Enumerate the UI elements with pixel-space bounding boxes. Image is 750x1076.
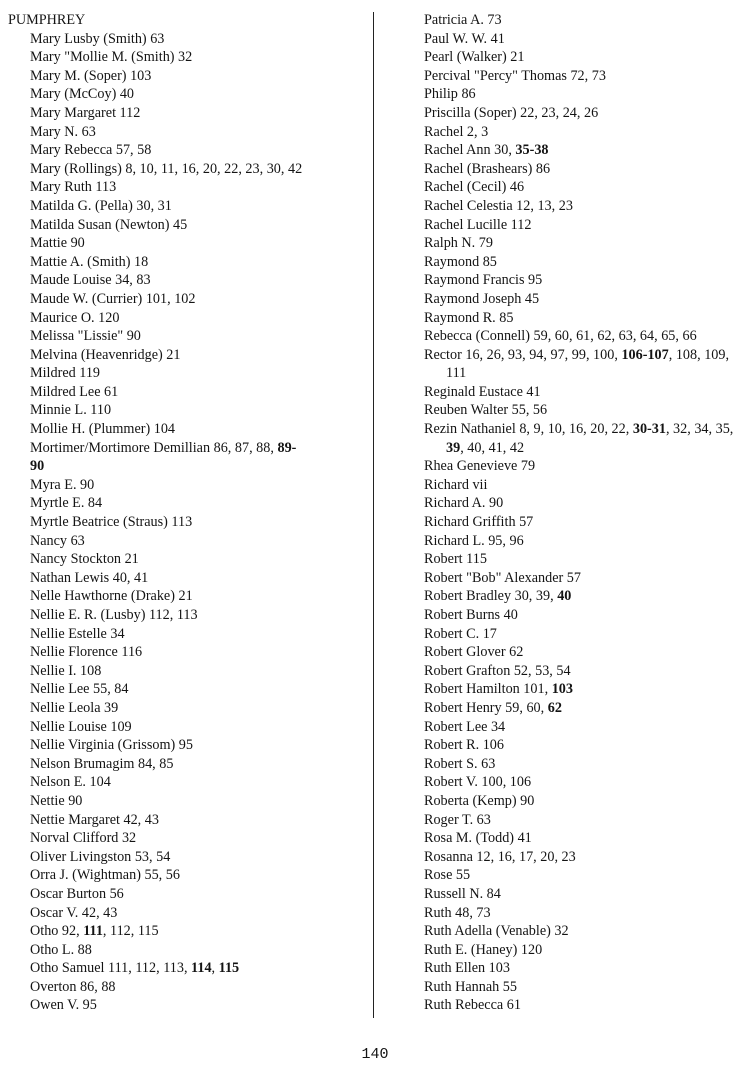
index-entry <box>8 569 363 588</box>
entry-text: Richard A. 90 <box>424 495 504 512</box>
entry-text: Nettie Margaret 42, 43 <box>30 811 159 828</box>
entry-text: Mary M. (Soper) 103 <box>30 67 152 84</box>
index-entry <box>424 513 742 532</box>
entry-text: Nancy 63 <box>30 532 85 549</box>
entry-text: Robert Hamilton 101, <box>424 681 552 698</box>
index-entry <box>8 327 363 346</box>
entry-text: Maude W. (Currier) 101, 102 <box>30 290 196 307</box>
index-entry <box>424 30 742 49</box>
index-entry <box>424 587 742 606</box>
entry-text: , 112, 115 <box>102 923 159 940</box>
index-entry <box>424 662 742 681</box>
entry-text: Nancy Stockton 21 <box>30 551 139 568</box>
index-entry <box>8 978 363 997</box>
entry-text: Overton 86, 88 <box>30 978 116 995</box>
entry-text: Nelson Brumagim 84, 85 <box>30 755 174 772</box>
entry-text: Mary Rebecca 57, 58 <box>30 142 152 159</box>
index-entry <box>8 383 363 402</box>
index-entry <box>8 234 363 253</box>
entry-text: Matilda Susan (Newton) 45 <box>30 216 188 233</box>
index-entry <box>8 67 363 86</box>
entry-text: Rachel Ann 30, <box>424 142 516 159</box>
index-entry <box>8 587 363 606</box>
index-entry <box>8 178 363 197</box>
principal-page-ref: 30-31 <box>632 421 666 438</box>
index-entry <box>424 773 742 792</box>
index-entry <box>424 494 742 513</box>
entry-text: Mattie 90 <box>30 235 85 252</box>
surname-heading: PUMPHREY <box>8 12 86 28</box>
entry-text: , 32, 34, 35, <box>665 421 734 438</box>
entry-text: , 40, 41, 42 <box>460 439 525 456</box>
index-entry <box>424 104 742 123</box>
entry-text: Robert Grafton 52, 53, 54 <box>424 662 571 679</box>
index-entry <box>424 606 742 625</box>
index-entry <box>424 699 742 718</box>
index-entry <box>8 718 363 737</box>
principal-page-ref: 115 <box>218 960 240 977</box>
entry-text: Mary Lusby (Smith) 63 <box>30 30 165 47</box>
entry-text: Nellie Estelle 34 <box>30 625 125 642</box>
index-entry <box>424 625 742 644</box>
index-entry <box>8 736 363 755</box>
entry-text: Otho Samuel 111, 112, 113, <box>30 960 192 977</box>
entry-text: Robert V. 100, 106 <box>424 774 532 791</box>
index-entry <box>424 160 742 179</box>
entry-text: Mattie A. (Smith) 18 <box>30 253 149 270</box>
index-entry <box>424 959 742 978</box>
index-entry <box>8 904 363 923</box>
index-entry <box>8 941 363 960</box>
entry-text: Nellie E. R. (Lusby) 112, 113 <box>30 607 198 623</box>
entry-text: Rhea Genevieve 79 <box>424 458 536 475</box>
principal-page-ref: 114 <box>191 960 212 977</box>
index-entry <box>8 420 363 439</box>
entry-text: Rosanna 12, 16, 17, 20, 23 <box>424 848 576 865</box>
index-entry <box>424 420 742 457</box>
entry-text: Mary Ruth 113 <box>30 179 117 196</box>
column-divider <box>373 12 374 1018</box>
entry-text: Ruth E. (Haney) 120 <box>424 941 543 958</box>
entry-text: Rosa M. (Todd) 41 <box>424 830 532 847</box>
entry-text: Nathan Lewis 40, 41 <box>30 569 149 586</box>
entry-text: Oscar V. 42, 43 <box>30 904 118 921</box>
index-entry <box>8 662 363 681</box>
entry-text: Myra E. 90 <box>30 476 95 493</box>
index-entry <box>8 271 363 290</box>
index-entry <box>424 383 742 402</box>
entry-text: Myrtle Beatrice (Straus) 113 <box>30 514 193 531</box>
entry-text: Minnie L. 110 <box>30 402 112 419</box>
index-entry <box>8 48 363 67</box>
entry-text: Oscar Burton 56 <box>30 885 124 902</box>
entry-text: Maude Louise 34, 83 <box>30 272 151 289</box>
entry-text: Raymond 85 <box>424 253 497 270</box>
entry-text: Mary "Mollie M. (Smith) 32 <box>30 49 193 66</box>
entry-text: Rose 55 <box>424 867 471 884</box>
entry-text: Norval Clifford 32 <box>30 830 137 847</box>
index-entry <box>8 885 363 904</box>
entry-text: Russell N. 84 <box>424 885 501 902</box>
entry-text: Mollie H. (Plummer) 104 <box>30 421 176 438</box>
index-entry <box>8 216 363 235</box>
index-entry <box>424 216 742 235</box>
index-entry <box>424 550 742 569</box>
index-entry <box>424 978 742 997</box>
entry-text: , <box>211 960 219 977</box>
index-entry <box>424 123 742 142</box>
entry-text: Ruth Rebecca 61 <box>424 997 521 1014</box>
entry-text: Melvina (Heavenridge) 21 <box>30 346 181 363</box>
entry-text: Raymond R. 85 <box>424 309 514 326</box>
entry-text: , 108, 109, 111 <box>446 346 730 382</box>
index-entry <box>8 85 363 104</box>
index-entry <box>8 625 363 644</box>
index-entry <box>424 85 742 104</box>
index-entry <box>424 996 742 1015</box>
index-entry <box>8 141 363 160</box>
entry-text: Melissa "Lissie" 90 <box>30 328 141 345</box>
index-entry <box>424 457 742 476</box>
index-entry <box>8 532 363 551</box>
index-entry <box>424 848 742 867</box>
entry-text: Nellie Lee 55, 84 <box>30 681 129 698</box>
entry-text: Rezin Nathaniel 8, 9, 10, 16, 20, 22, <box>424 421 633 438</box>
entry-text: Richard L. 95, 96 <box>424 532 524 549</box>
entry-text: Orra J. (Wightman) 55, 56 <box>30 867 180 884</box>
entry-text: Roberta (Kemp) 90 <box>424 792 535 809</box>
entry-text: Mary (McCoy) 40 <box>30 86 135 103</box>
index-entry <box>424 829 742 848</box>
left-index-column <box>8 11 363 1015</box>
index-entry <box>8 30 363 49</box>
entry-text: Pearl (Walker) 21 <box>424 49 525 66</box>
entry-text: Mortimer/Mortimore Demillian 86, 87, 88, <box>30 439 278 456</box>
index-entry <box>8 364 363 383</box>
index-entry <box>8 922 363 941</box>
index-entry <box>8 104 363 123</box>
entry-text: Robert "Bob" Alexander 57 <box>424 569 581 586</box>
index-entry <box>424 141 742 160</box>
index-entry <box>8 401 363 420</box>
index-entry <box>424 253 742 272</box>
index-entry <box>8 866 363 885</box>
index-entry <box>424 680 742 699</box>
index-entry <box>424 327 742 346</box>
entry-text: Myrtle E. 84 <box>30 495 103 512</box>
index-entry <box>8 550 363 569</box>
index-entry <box>424 718 742 737</box>
index-entry <box>8 346 363 365</box>
entry-text: Mildred Lee 61 <box>30 383 119 400</box>
index-entry <box>424 941 742 960</box>
entry-text: Mary (Rollings) 8, 10, 11, 16, 20, 22, 23, 30, 42 <box>30 160 303 177</box>
index-entry <box>424 792 742 811</box>
index-entry <box>8 439 363 476</box>
index-entry <box>8 123 363 142</box>
entry-text: Nellie Virginia (Grissom) 95 <box>30 737 193 754</box>
entry-text: Owen V. 95 <box>30 997 97 1014</box>
index-entry <box>424 234 742 253</box>
index-entry <box>424 532 742 551</box>
index-entry <box>8 253 363 272</box>
index-entry <box>424 569 742 588</box>
entry-text: Nellie Leola 39 <box>30 699 119 716</box>
index-entry <box>8 643 363 662</box>
index-entry <box>424 736 742 755</box>
entry-text: Priscilla (Soper) 22, 23, 24, 26 <box>424 104 599 121</box>
entry-text: Rachel (Cecil) 46 <box>424 179 525 196</box>
principal-page-ref: 90 <box>30 458 45 475</box>
entry-text: Rachel Celestia 12, 13, 23 <box>424 197 573 214</box>
index-entry <box>424 755 742 774</box>
entry-text: Raymond Joseph 45 <box>424 290 540 307</box>
index-entry <box>8 848 363 867</box>
entry-text: Robert S. 63 <box>424 755 496 772</box>
entry-text: Nettie 90 <box>30 792 83 809</box>
entry-text: Robert Bradley 30, 39, <box>424 588 558 605</box>
index-entry <box>424 271 742 290</box>
index-entry <box>8 476 363 495</box>
index-entry <box>424 885 742 904</box>
index-entry <box>8 290 363 309</box>
entry-text: Nelle Hawthorne (Drake) 21 <box>30 588 193 605</box>
index-entry <box>8 811 363 830</box>
index-entry <box>424 178 742 197</box>
index-entry <box>424 346 742 383</box>
entry-text: Roger T. 63 <box>424 811 491 828</box>
entry-text: Ruth 48, 73 <box>424 904 491 921</box>
entry-text: Rebecca (Connell) 59, 60, 61, 62, 63, 64, 65, 66 <box>424 328 697 345</box>
index-entry <box>8 680 363 699</box>
page-number: 140 <box>361 1046 389 1063</box>
index-entry <box>424 643 742 662</box>
index-entry <box>424 309 742 328</box>
index-entry <box>424 866 742 885</box>
index-entry <box>8 996 363 1015</box>
entry-text: Nellie I. 108 <box>30 662 102 679</box>
principal-page-ref: 35-38 <box>515 142 549 159</box>
principal-page-ref: 89- <box>277 439 297 456</box>
entry-text: Robert C. 17 <box>424 625 497 642</box>
entry-text: Richard Griffith 57 <box>424 514 534 531</box>
entry-text: Robert Henry 59, 60, <box>424 699 548 716</box>
entry-text: Nelson E. 104 <box>30 774 111 791</box>
index-entry <box>8 197 363 216</box>
entry-text: Reuben Walter 55, 56 <box>424 402 548 419</box>
entry-text: Robert Burns 40 <box>424 607 518 623</box>
entry-text: Rachel 2, 3 <box>424 123 489 140</box>
entry-text: Rachel (Brashears) 86 <box>424 160 551 177</box>
entry-text: Nellie Florence 116 <box>30 644 143 661</box>
index-entry <box>424 922 742 941</box>
entry-text: Ruth Adella (Venable) 32 <box>424 923 569 940</box>
entry-text: Robert 115 <box>424 551 487 568</box>
index-entry <box>424 290 742 309</box>
index-entry <box>424 67 742 86</box>
index-entry <box>424 11 742 30</box>
principal-page-ref: 40 <box>557 588 572 605</box>
entry-text: Oliver Livingston 53, 54 <box>30 848 171 865</box>
entry-text: Percival "Percy" Thomas 72, 73 <box>424 67 606 84</box>
index-entry <box>8 309 363 328</box>
index-entry <box>424 48 742 67</box>
entry-text: Patricia A. 73 <box>424 12 502 28</box>
principal-page-ref: 111 <box>83 923 103 940</box>
entry-text: Paul W. W. 41 <box>424 30 505 47</box>
entry-text: Robert Lee 34 <box>424 718 506 735</box>
index-entry <box>8 160 363 179</box>
index-entry <box>424 476 742 495</box>
index-entry <box>8 699 363 718</box>
entry-text: Mary Margaret 112 <box>30 104 141 121</box>
entry-text: Raymond Francis 95 <box>424 272 543 289</box>
principal-page-ref: 62 <box>547 699 562 716</box>
entry-text: Philip 86 <box>424 86 476 103</box>
principal-page-ref: 106-107 <box>621 346 669 363</box>
entry-text: Ruth Hannah 55 <box>424 978 517 995</box>
entry-text: Nellie Louise 109 <box>30 718 132 735</box>
entry-text: Maurice O. 120 <box>30 309 120 326</box>
entry-text: Richard vii <box>424 476 488 493</box>
index-entry <box>8 755 363 774</box>
entry-text: Ralph N. 79 <box>424 235 493 252</box>
index-entry <box>424 401 742 420</box>
entry-text: Mildred 119 <box>30 365 101 382</box>
index-entry <box>8 773 363 792</box>
index-entry <box>424 904 742 923</box>
index-entry <box>8 513 363 532</box>
index-entry <box>8 606 363 625</box>
index-entry <box>424 197 742 216</box>
index-entry <box>8 959 363 978</box>
index-entry <box>8 792 363 811</box>
principal-page-ref: 39 <box>446 439 461 456</box>
entry-text: Reginald Eustace 41 <box>424 383 541 400</box>
index-entry <box>8 829 363 848</box>
entry-text: Ruth Ellen 103 <box>424 960 510 977</box>
entry-text: Robert Glover 62 <box>424 644 524 661</box>
entry-text: Rector 16, 26, 93, 94, 97, 99, 100, <box>424 346 622 363</box>
entry-text: Matilda G. (Pella) 30, 31 <box>30 197 172 214</box>
entry-text: Robert R. 106 <box>424 737 504 754</box>
index-entry <box>8 494 363 513</box>
principal-page-ref: 103 <box>551 681 573 698</box>
right-index-column <box>424 11 742 1015</box>
entry-text: Mary N. 63 <box>30 123 96 140</box>
index-entry <box>424 811 742 830</box>
entry-text: Otho 92, <box>30 923 84 940</box>
entry-text: Otho L. 88 <box>30 941 92 958</box>
entry-text: Rachel Lucille 112 <box>424 216 532 233</box>
